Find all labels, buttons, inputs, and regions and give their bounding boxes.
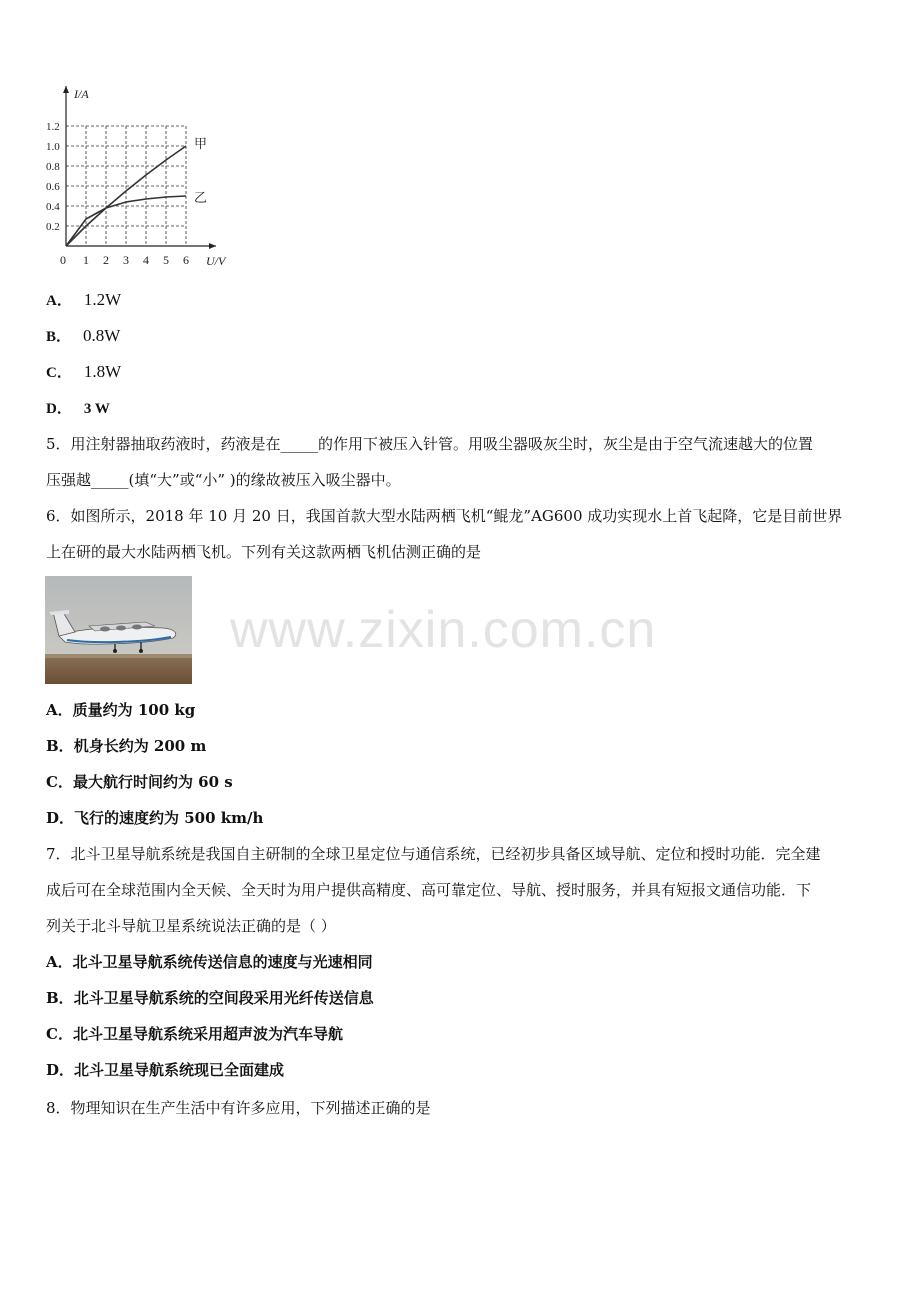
option-text: 0.8W xyxy=(83,326,121,345)
option-label: D． xyxy=(46,1061,75,1079)
x-tick-label: 1 xyxy=(83,253,89,267)
series-label: 乙 xyxy=(194,190,208,205)
q7-line-1: 7．北斗卫星导航系统是我国自主研制的全球卫星定位与通信系统，已经初步具备区域导航、定位和授时功能．完全建 xyxy=(46,845,821,863)
q6-line-2: 上在研的最大水陆两栖飞机。下列有关这款两栖飞机估测正确的是 xyxy=(46,543,482,561)
iu-graph-svg xyxy=(40,87,240,273)
q7-line-2: 成后可在全球范围内全天候、全天时为用户提供高精度、高可靠定位、导航、授时服务，并具有短报文通信功能．下 xyxy=(46,881,812,899)
option-label: A． xyxy=(46,953,73,971)
option-label: C． xyxy=(46,1025,73,1043)
q7-line-3: 列关于北斗导航卫星系统说法正确的是（ ） xyxy=(46,917,336,935)
q7-option-a xyxy=(46,952,373,972)
y-tick-label: 1.2 xyxy=(46,121,60,133)
y-tick-label: 0.4 xyxy=(46,201,60,213)
option-text: 质量约为 100 kg xyxy=(72,701,196,719)
option-text: 最大航行时间约为 60 s xyxy=(72,773,233,791)
watermark: www.zixin.com.cn xyxy=(230,601,657,659)
y-tick-label: 0.2 xyxy=(46,221,60,233)
x-tick-label: 3 xyxy=(123,253,129,267)
q5-line-2: 压强越_____(填“大”或“小” )的缘故被压入吸尘器中。 xyxy=(46,471,401,489)
x-axis-label: U/V xyxy=(206,254,226,268)
y-axis-label: I/A xyxy=(74,87,89,101)
option-label: A． xyxy=(46,293,72,309)
q7-option-c xyxy=(46,1024,343,1044)
amphibious-aircraft-photo xyxy=(45,576,192,684)
y-tick-label: 0.8 xyxy=(46,161,60,173)
option-text: 北斗卫星导航系统采用超声波为汽车导航 xyxy=(72,1025,343,1043)
y-tick-label: 1.0 xyxy=(46,141,60,153)
x-tick-label: 5 xyxy=(163,253,169,267)
option-text: 1.2W xyxy=(83,290,122,309)
x-tick-label: 0 xyxy=(60,253,66,267)
x-tick-label: 4 xyxy=(143,253,149,267)
option-label: B． xyxy=(46,329,72,345)
option-text: 北斗卫星导航系统现已全面建成 xyxy=(74,1061,285,1079)
option-text: 飞行的速度约为 500 km/h xyxy=(74,809,264,827)
q7-option-d xyxy=(46,1060,284,1080)
q6-option-a xyxy=(46,700,195,720)
q6-option-b xyxy=(46,736,206,756)
q5-line-1: 5．用注射器抽取药液时，药液是在_____的作用下被压入针管。用吸尘器吸灰尘时，灰尘是由于空气流速越大的位置 xyxy=(46,435,814,453)
q6-line-1: 6．如图所示，2018 年 10 月 20 日，我国首款大型水陆两栖飞机“鲲龙”AG600 成功实现水上首飞起降，它是目前世界 xyxy=(46,507,843,525)
option-text: 机身长约为 200 m xyxy=(73,737,207,755)
q8-line-1: 8．物理知识在生产生活中有许多应用，下列描述正确的是 xyxy=(46,1099,431,1117)
option-label: B． xyxy=(46,737,74,755)
q6-option-c xyxy=(46,772,233,792)
aircraft-image xyxy=(45,576,192,684)
q4-option-b xyxy=(46,326,120,347)
option-label: A． xyxy=(46,701,73,719)
option-label: D． xyxy=(46,809,75,827)
q4-option-c xyxy=(46,362,121,383)
option-text: 3 W xyxy=(83,401,110,417)
q6-option-d xyxy=(46,808,263,828)
option-label: C． xyxy=(46,365,72,381)
series-label: 甲 xyxy=(194,136,208,151)
option-label: C． xyxy=(46,773,73,791)
x-tick-label: 2 xyxy=(103,253,109,267)
option-text: 北斗卫星导航系统的空间段采用光纤传送信息 xyxy=(73,989,374,1007)
option-text: 北斗卫星导航系统传送信息的速度与光速相同 xyxy=(72,953,373,971)
option-text: 1.8W xyxy=(83,362,122,381)
option-label: B． xyxy=(46,989,74,1007)
y-axis-arrow xyxy=(63,86,69,93)
x-tick-label: 6 xyxy=(183,253,189,267)
q4-option-d xyxy=(46,398,110,419)
q7-option-b xyxy=(46,988,374,1008)
x-axis-arrow xyxy=(209,243,216,249)
iu-graph xyxy=(40,87,240,273)
option-label: D． xyxy=(46,401,72,417)
y-tick-label: 0.6 xyxy=(46,181,60,193)
q4-option-a xyxy=(46,290,121,311)
